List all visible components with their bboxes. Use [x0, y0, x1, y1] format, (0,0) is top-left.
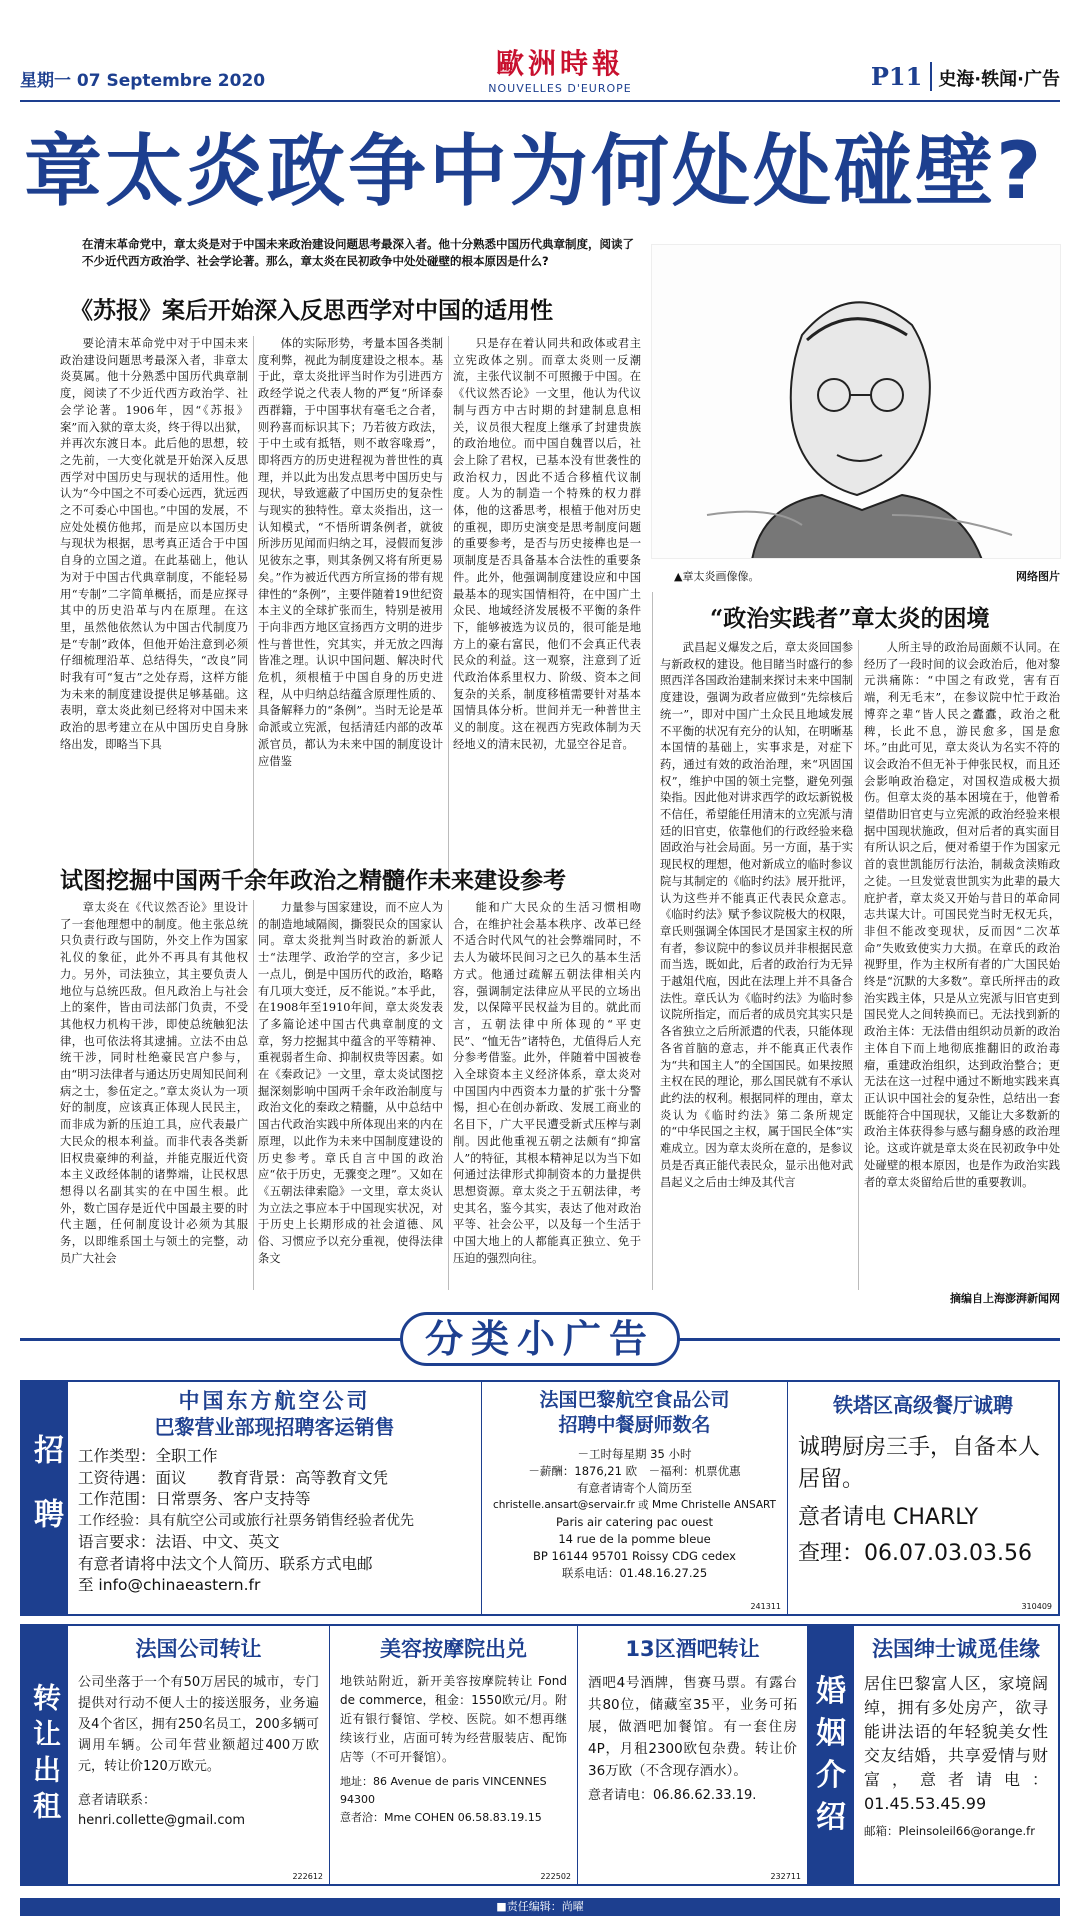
column-divider: [652, 592, 653, 1290]
recruit-tag: 招聘: [22, 1382, 68, 1614]
photo-caption: ▲章太炎画像像。: [674, 570, 760, 583]
logo-french: NOUVELLES D'EUROPE: [488, 82, 632, 95]
portrait-image: [651, 244, 1061, 559]
ad2-phone: 联系电话：01.48.16.27.25: [561, 1566, 708, 1580]
ad6-code: 232711: [770, 1872, 801, 1881]
ad5-body: 地铁站附近，新开美容按摩院转让 Fond de commerce，租金：1550欧元/月。附近有银行餐馆、学校、医院。如不想再继续该行业，店面可转为经营服装店、配饰店等（不可开餐馆）。: [340, 1674, 567, 1764]
section3-title: “政治实践者”章太炎的困境: [710, 605, 990, 632]
ad1-line: 工作范围：日常票务、客户支持等: [78, 1490, 311, 1508]
ad2-line: 14 rue de la pomme bleue: [558, 1532, 711, 1546]
s3-column-2: [864, 640, 1060, 1285]
logo-chinese: 歐洲時報: [495, 47, 624, 80]
ad-beauty-salon: [330, 1626, 578, 1884]
ad4-title: 法国公司转让: [135, 1637, 262, 1661]
ad7-body: 居住巴黎富人区，家境阔绰，拥有多处房产，欲寻能讲法语的年轻貌美女性交友结婚，共享爱情与财富，意者请电：01.45.53.45.99: [864, 1674, 1048, 1813]
newspaper-logo: [460, 42, 660, 95]
transfer-tag: 转让出租: [22, 1626, 68, 1884]
ad3-phone: 查理：06.07.03.03.56: [798, 1541, 1032, 1566]
ad2-line: 有意者请寄个人简历至: [577, 1481, 692, 1495]
s1-column-3: [453, 336, 641, 876]
ad4-contact[interactable]: 意者请联系：henri.collette@gmail.com: [78, 1793, 246, 1828]
ad-paris-catering: [482, 1382, 788, 1614]
transfer-ads-row: [20, 1624, 1060, 1886]
ad2-line: －工时每星期 35 小时: [577, 1447, 692, 1461]
section2-title: 试图挖掘中国两千余年政治之精髓作未来建设参考: [60, 867, 566, 894]
ad2-title-1: 法国巴黎航空食品公司: [539, 1389, 730, 1411]
ad6-body: 酒吧4号酒牌，售赛马票。有露台共80位，储藏室35平，业务可拓展，做酒吧加餐馆。有一套住房4P，月租2300欧包杂费。转让价36万欧（不含现存酒水）。: [588, 1675, 797, 1779]
s2-column-2: [258, 900, 443, 1290]
portrait-sketch-icon: [652, 245, 1061, 559]
section1-title: 《苏报》案后开始深入反思西学对中国的适用性: [70, 297, 553, 324]
ad2-code: 241311: [750, 1602, 781, 1611]
ad3-line: 意者请电 CHARLY: [798, 1505, 979, 1530]
ad2-email[interactable]: christelle.ansart@servair.fr 或 Mme Christelle ANSART: [493, 1499, 776, 1511]
s3-paragraph-1: 武昌起义爆发之后，章太炎回国参与新政权的建设。他目睹当时盛行的参照西洋各国政治建制来探讨未来中国制度建设，强调为政者应做到“先综核后统一”，即对中国广土众民且地域发展不平衡的状况有充分的认知，在明晰基本国情的基础上，实事求是，对症下药，通过有效的政治治理，来“巩固国权”，维护中国的领土完整，避免列强染指。因此他对讲求西学的政坛新锐极不信任，希望能任用清末的立宪派与清廷的旧官吏，依靠他们的行政经验来稳固政治与社会局面。另一方面，基于实现民权的理想，他对新成立的临时参议院与其制定的《临时约法》展开批评，认为这些并不能真正代表民众意志。《临时约法》赋予参议院极大的权限，章氏则强调全体国民才是国家主权的所有者，参议院中的参议员并非根据民意而当选，既如此，后者的政治行为无异于越俎代庖，因此在法理上并不具备合法性。章氏认为《临时约法》为临时参议院所指定，而后者的成员究其实只是各省独立之后所派遣的代表，只能体现各省首脑的意志，并不能真正代表作为“共和国主人”的全国国民。如果按照主权在民的理论，那么国民就有不承认此约法的权利。根据同样的理由，章太炎认为《临时约法》第二条所规定的“中华民国之主权，属于国民全体”实难成立。因为章太炎所在意的，是参议员是否真正能代表民众，显示出他对武昌起义之后由士绅及其代言: [660, 641, 853, 1189]
article-source-credit: 摘编自上海澎湃新闻网: [950, 1292, 1060, 1305]
s3-column-1: [660, 640, 853, 1285]
recruit-ads-row: [20, 1380, 1060, 1616]
s2-column-1: [60, 900, 248, 1290]
column-divider: [253, 336, 254, 876]
column-divider: [448, 900, 449, 1290]
ad2-line: －薪酬：1876,21 欧 －福利：机票优惠: [528, 1464, 741, 1478]
ad1-title-1: 中国东方航空公司: [178, 1389, 371, 1413]
s1-column-2: [258, 336, 443, 876]
ad3-code: 310409: [1021, 1602, 1052, 1611]
ad-company-transfer: [68, 1626, 330, 1884]
s1-paragraph-1: 要论清末革命党中对于中国未来政治建设问题思考最深入者，非章太炎莫属。他十分熟悉中国历代典章制度，阅读了不少近代西方政治学、社会学论著。1906年，因“《苏报》案”而入狱的章太炎，终于得以出狱，并再次东渡日本。此后他的思想，较之先前，一大变化就是开始深入反思西学对中国历史与现状的适用性。他认为“今中国之不可委心远西，犹远西之不可委心中国也。”中国的发展，不应处处模仿他邦，而是应以本国历史与现状为根据，思考真正适合于中国自身的立国之道。在此基础上，他认为对于中国古代典章制度，不能轻易用“专制”二字简单概括，而是应探寻其中的历史沿革与内在原理。在这里，虽然他依然认为中国古代制度乃是“专制”政体，但他开始注意到必须仔细梳理沿革、总结得失，“改良”同时我有可“复古”之处存焉，这样方能为未来的制度建设提供足够基础。这表明，章太炎此刻已经将对中国未来政治的思考建立在从中国历史自身脉络出发，即略当下具: [60, 337, 248, 751]
page-info: [871, 62, 1060, 91]
ad2-title-2: 招聘中餐厨师数名: [558, 1414, 711, 1436]
s1-column-1: [60, 336, 248, 876]
s1-paragraph-3: 只是存在着认同共和政体或君主立宪政体之别。而章太炎则一反潮流，主张代议制不可照搬于中国。在《代议然否论》一文里，他认为代议制与西方中古时期的封建制息息相关，议员很大程度上继承了封建贵族的政治地位。而中国自魏晋以后，社会上除了君权，已基本没有世袭性的政治权力，因此不适合移植代议制度。人为的制造一个特殊的权力群体，他的这番思考，根植于他对历史的重视，即历史演变是思考制度问题的重要参考，是否与历史接榫也是一项制度是否具备基本合法性的重要条件。此外，他强调制度建设应和中国最基本的现实国情相符，在中国广土众民、地域经济发展极不平衡的条件下，能够被选为议员的，很可能是地方上的豪右富民，他们不会真正代表民众的利益。这一观察，注意到了近代政治体系里权力、阶级、资本之间复杂的关系，制度移植需要针对基本国情具体分析。世间并无一种普世主义的制度。这在视西方宪政体制为天经地义的清末民初，尤显空谷足音。: [453, 337, 641, 751]
section-name: 史海·轶闻·广告: [938, 69, 1060, 90]
ad1-email[interactable]: 至 info@chinaeastern.fr: [78, 1576, 261, 1594]
column-divider: [858, 640, 859, 1290]
ad5-code: 222502: [540, 1872, 571, 1881]
ad3-line: 诚聘厨房三手，自备本人居留。: [798, 1435, 1041, 1492]
ad1-line: 语言要求：法语、中文、英文: [78, 1533, 280, 1551]
ad4-body: 公司坐落于一个有50万居民的城市，专门提供对行动不便人士的接送服务，业务遍及4个省区，拥有250名员工，200多辆可调用车辆。公司年营业额超过400万欧元，转让价120万欧元。: [78, 1675, 319, 1774]
ad6-contact: 意者请电：06.86.62.33.19.: [588, 1788, 757, 1803]
ad1-line: 工作经验：具有航空公司或旅行社票务销售经验者优先: [78, 1512, 414, 1529]
article-deck: 在清末革命党中，章太炎是对于中国未来政治建设问题思考最深入者。他十分熟悉中国历代典章制度，阅读了不少近代西方政治学、社会学论著。那么，章太炎在民初政争中处处碰壁的根本原因是什么?: [82, 237, 634, 268]
article-headline: 章太炎政争中为何处处碰壁?: [24, 127, 1045, 217]
marriage-tag: 婚姻介绍: [808, 1626, 854, 1884]
ad-eiffel-restaurant: [788, 1382, 1058, 1614]
column-divider: [448, 336, 449, 876]
ad1-line: 工作类型：全职工作: [78, 1447, 218, 1465]
column-divider: [253, 900, 254, 1290]
s2-paragraph-3: 能和广大民众的生活习惯相吻合，在维护社会基本秩序、改革已经不适合时代风气的社会弊端同时，不去人为破坏民间习之已久的基本生活方式。他通过疏解五朝法律相关内容，强调制定法律应从平民的立场出发，以保障平民权益为目的。就此而言，五朝法律中所体现的“平吏民”、“恤无告”诸特色，尤值得后人充分参考借鉴。此外，伴随着中国被卷入全球资本主义经济体系，章太炎对中国国内中西资本力量的扩张十分警惕，担心在创办新政、发展工商业的名目下，广大平民遭受新式压榨与剥削。因此他重视五朝之法颇有“抑富人”的特征，其根本精神足以为当下如何通过法律形式抑制资本的力量提供思想资源。章太炎之于五朝法律，考史其名，鉴今其实，表达了他对政治平等、社会公平，以及每一个生活于中国大地上的人都能真正独立、免于压迫的强烈向往。: [453, 901, 641, 1265]
ad1-title-2: 巴黎营业部现招聘客运销售: [154, 1415, 395, 1439]
classifieds-title: 分类小广告: [400, 1312, 680, 1366]
ad1-line: 有意者请将中法文个人简历、联系方式电邮: [78, 1554, 373, 1573]
s2-paragraph-1: 章太炎在《代议然否论》里设计了一套他理想中的制度。他主张总统只负责行政与国防，外交上作为国家礼仪的象征，此外不再具有其他权力。另外，司法独立，其主要负责人地位与总统匹敌。但凡政治上与社会上的案件，皆由司法部门负责，不受其他权力机构干涉，即使总统触犯法律，也可依法将其逮捕。立法不由总统干涉，同时杜绝豪民宫户参与，由“明习法律者与通达历史周知民间利病之士，参伍定之。”章太炎认为一项好的制度，应该真正体现人民民主，而非成为新的压迫工具，应代表最广大民众的根本利益。而非代表各类新旧权贵豪绅的利益，并能克服近代资本主义政经体制的诸弊端，让民权思想得以名副其实的在中国生根。此外，数亡国存是近代中国最主要的时代主题，任何制度设计必须为其服务，以即维系国土与领土的完整，动员广大社会: [60, 901, 248, 1265]
s2-column-3: [453, 900, 641, 1290]
ad7-title: 法国绅士诚觅佳缘: [872, 1637, 1040, 1661]
ad5-address: 地址：86 Avenue de paris VINCENNES 94300: [340, 1775, 547, 1806]
ad-gentleman-seeks: [854, 1626, 1058, 1884]
page-number: P11: [871, 62, 932, 91]
ad3-title: 铁塔区高级餐厅诚聘: [833, 1393, 1013, 1417]
s1-paragraph-2: 体的实际形势，考量本国各类制度利弊，视此为制度建设之根本。基于此，章太炎批评当时作为引进西方政经学说之代表人物的严复“所译泰西群籍，于中国事状有毫毛之合者，则矜喜而标识其下；乃若彼方政法，于中土或有抵牾，则不敢容喙焉”，即将西方的历史进程视为普世性的真理，并以此为出发点思考中国历史与现状，导致遮蔽了中国历史的复杂性与现实的独特性。章太炎指出，这一认知模式，“不悟所谓条例者，就彼所涉历见闻而归纳之耳，浸假而复涉见彼东之事，则其条例又将有所更易矣。”作为被近代西方所宣扬的带有规律性的“条例”，主要伴随着19世纪资本主义的全球扩张而生，特别是被用于向非西方地区宣扬西方文明的进步性与普世性，究其实，并无放之四海皆准之理。认识中国问题、解决时代危机，须根植于中国自身的历史进程，从中归纳总结蕴含原理性质的、具备解释力的“条例”。当时无论是革命派或立宪派，包括清廷内部的改革派官员，都认为未来中国的制度设计应借鉴: [258, 337, 443, 768]
ad5-title: 美容按摩院出兑: [380, 1637, 527, 1661]
issue-date: 星期一 07 Septembre 2020: [20, 71, 266, 91]
ad2-line: BP 16144 95701 Roissy CDG cedex: [533, 1549, 736, 1563]
ad-china-eastern: [68, 1382, 482, 1614]
ad4-code: 222612: [292, 1872, 323, 1881]
photo-credit: 网络图片: [1016, 570, 1060, 583]
page-footer: ■责任编辑：尚曜: [20, 1898, 1060, 1916]
s2-paragraph-2: 力量参与国家建设，而不应人为的制造地域隔阂，撕裂民众的国家认同。章太炎批判当时政治的新派人士“法理学、政治学的空言，多少记一点儿，倒是中国历代的政治，略略有几项大变迁，反不能说。”本乎此，在1908年至1910年间，章太炎发表了多篇论述中国古代典章制度的文章，努力挖掘其中蕴含的平等精神、重视弱者生命、抑制权贵等因素。如在《秦政记》一文里，章太炎试图挖掘深刻影响中国两千余年政治制度与政治文化的秦政之精髓，从中总结中国古代政治实践中所体现出来的内在原理，以此作为未来中国制度建设的历史参考。章氏自言中国的政治应“依于历史，无骤变之理”。又如在《五朝法律索隐》一文里，章太炎认为立法之事应本于中国现实状况，对于历史上长期形成的社会道德、风俗、习惯应予以充分重视，使得法律条文: [258, 901, 443, 1265]
ad-bar-transfer: [578, 1626, 808, 1884]
classifieds-banner: [20, 1308, 1060, 1370]
ad7-email[interactable]: 邮箱：Pleinsoleil66@orange.fr: [864, 1824, 1035, 1838]
ad6-title: 13区酒吧转让: [625, 1637, 760, 1661]
ad1-line: 工资待遇：面议 教育背景：高等教育文凭: [78, 1468, 389, 1487]
masthead: [20, 47, 1060, 102]
ad5-contact: 意者洽：Mme COHEN 06.58.83.19.15: [340, 1811, 542, 1824]
ad2-line: Paris air catering pac ouest: [555, 1515, 713, 1529]
s3-paragraph-2: 人所主导的政治局面颇不认同。在经历了一段时间的议会政治后，他对黎元洪痛陈：“中国之有政党，害有百端，利无毛末”，在参议院中忙于政治博弈之辈“皆人民之蠹蠹，政治之秕稗，长此不息，游民愈多，国是愈坏。”由此可见，章太炎认为名实不符的议会政治不但无补于伸张民权，而且还会影响政治稳定，对国权造成极大损伤。但章太炎的基本困境在于，他曾希望借助旧官吏与立宪派的政治经验来根据中国现状施政，但对后者的真实面目有所认识之后，便对希望于作为国家元首的袁世凯能厉行法治，制裁贪渎贿政之徒。一旦发觉袁世凯实为此辈的最大庇护者，章太炎又开始与昔日的革命同志共谋大计。可国民党当时无权无兵，非但不能改变现状，反而因“二次革命”失败致使实力大损。在章氏的政治视野里，作为主权所有者的广大国民始终是“沉默的大多数”。章氏所抨击的政治实践主体，只是从立宪派与旧官吏到国民党人之间转换而已。无法找到新的政治主体：无法借由组织动员新的政治主体自下而上地彻底推翻旧的政治毒瘤，重建政治组织，达到政治整合；更无法在这一过程中通过不断地实践来真正认识中国社会的复杂性，总结出一套既能符合中国现状，又能让大多数新的政治主体获得参与感与翻身感的政治理论。这或许就是章太炎在民初政争中处处碰壁的根本原因，也是作为政治实践者的章太炎留给后世的重要教训。: [864, 641, 1060, 1189]
